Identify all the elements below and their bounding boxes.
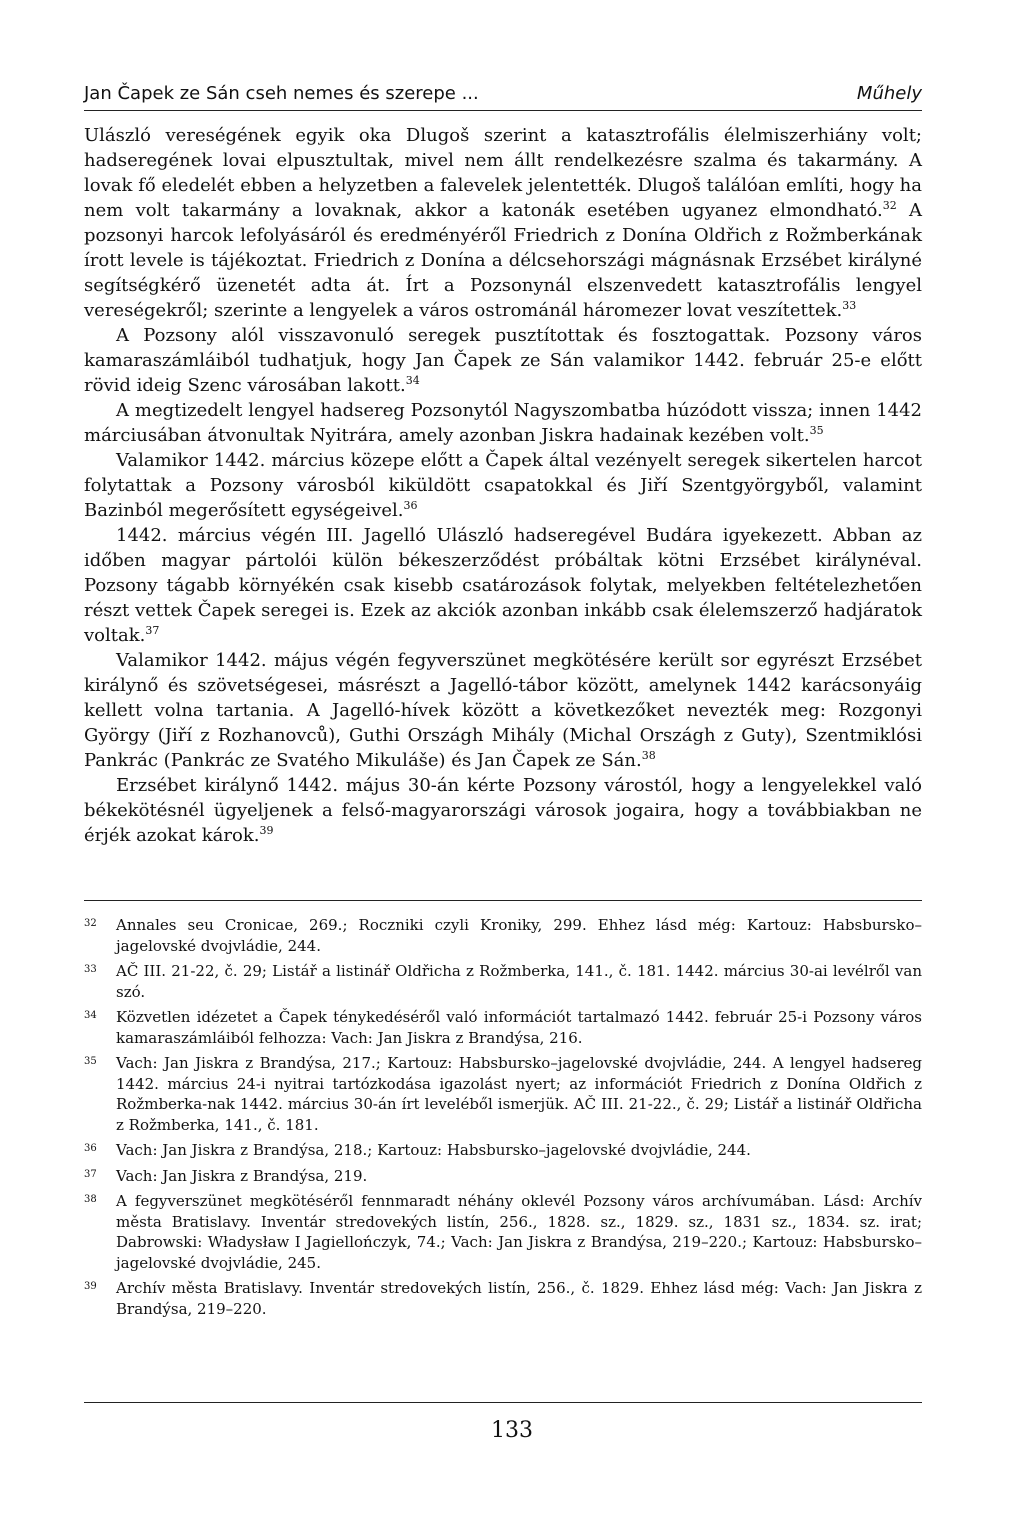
footnote-number: 32 bbox=[84, 918, 97, 929]
paragraph bbox=[84, 648, 922, 773]
paragraph-text: Erzsébet királynő 1442. május 30-án kérte Pozsony várostól, hogy a lengyelekkel való békekötésnél ügyeljenek a felső-magyarországi városok jogaira, hogy a továbbiakban ne érjék azokat károk. bbox=[84, 775, 922, 846]
footnote-number: 37 bbox=[84, 1168, 97, 1180]
footnote-ref: 34 bbox=[405, 374, 420, 387]
paragraph bbox=[84, 323, 922, 398]
footnote-text: Közvetlen idézetet a Čapek ténykedéséről való információt tartalmazó 1442. február 25-i Pozsony város kamaraszámláiból felhozza: Vach: Jan Jiskra z Brandýsa, 216. bbox=[116, 1008, 922, 1047]
running-title: Jan Čapek ze Sán cseh nemes és szerepe ... bbox=[84, 83, 479, 104]
footnote-ref: 37 bbox=[145, 624, 160, 637]
paragraph bbox=[84, 448, 922, 523]
paragraph-text: A megtizedelt lengyel hadsereg Pozsonytól Nagyszombatba húzódott vissza; innen 1442 márciusában átvonultak Nyitrára, amely azonban Jiskra hadainak kezében volt. bbox=[84, 400, 922, 446]
running-head bbox=[84, 82, 922, 111]
paragraph bbox=[84, 523, 922, 648]
footnote-ref: 39 bbox=[259, 824, 274, 837]
footnote-number: 38 bbox=[84, 1194, 97, 1205]
paragraph-text: A Pozsony alól visszavonuló seregek pusztítottak és fosztogattak. Pozsony város kamaraszámláiból tudhatjuk, hogy Jan Čapek ze Sán valamikor 1442. február 25-e előtt rövid ideig Szenc városában lakott. bbox=[84, 325, 922, 396]
page-number: 133 bbox=[491, 1418, 533, 1443]
footnote-number: 35 bbox=[84, 1056, 97, 1067]
footnotes bbox=[84, 915, 922, 1319]
footnote-number: 33 bbox=[84, 964, 97, 975]
footnote-text: Vach: Jan Jiskra z Brandýsa, 218.; Kartouz: Habsbursko–jagelovské dvojvládie, 244. bbox=[116, 1141, 751, 1159]
footnote-divider bbox=[84, 900, 922, 901]
footnote bbox=[84, 1053, 922, 1135]
body-text bbox=[84, 123, 922, 848]
footnote-text: Archív města Bratislavy. Inventár stredovekých listín, 256., č. 1829. Ehhez lásd még: Vach: Jan Jiskra z Brandýsa, 219–220. bbox=[116, 1279, 922, 1318]
footnote-ref: 36 bbox=[403, 499, 418, 512]
footnote-text: Vach: Jan Jiskra z Brandýsa, 217.; Kartouz: Habsbursko–jagelovské dvojvládie, 244. A lengyel hadsereg 1442. március 24-i nyitrai tartózkodása igazolást nyert; az információt Friedrich z Donína Oldřich z Rožmberka-nak 1442. március 30-án írt leveléből ismerjük. AČ III. 21-22., č. 29; Listář a listinář Oldřicha z Rožmberka, 141., č. 181. bbox=[116, 1054, 922, 1134]
footnote bbox=[84, 1140, 922, 1161]
footnote bbox=[84, 1191, 922, 1273]
footnote-ref: 35 bbox=[809, 424, 824, 437]
paragraph-text: A pozsonyi harcok lefolyásáról és eredményéről Friedrich z Donína Oldřich z Rožmberkának írott levele is tájékoztat. Friedrich z Donína a délcsehországi mágnásnak Erzsébet királyné segítségkérő üzenetét adta át. Írt a Pozsonynál elszenvedett katasztrofális lengyel vereségekről; szerinte a lengyelek a város ostrománál háromezer lovat veszítettek. bbox=[84, 200, 922, 321]
footnote-text: A fegyverszünet megkötéséről fennmaradt néhány oklevél Pozsony város archívumában. Lásd: Archív města Bratislavy. Inventár stredovekých listín, 256., 1828. sz., 1829. sz., 1831 sz., 1834. sz. irat; Dabrowski: Władysław I Jagiellończyk, 74.; Vach: Jan Jiskra z Brandýsa, 219–220.; Kartouz: Habsbursko–jagelovské dvojvládie, 245. bbox=[116, 1192, 922, 1272]
paragraph-text: Valamikor 1442. március közepe előtt a Čapek által vezényelt seregek sikertelen harcot folytattak a Pozsony városból kiküldött csapatokkal és Jiří Szentgyörgyből, valamint Bazinból megerősített egységeivel. bbox=[84, 450, 922, 521]
footnote bbox=[84, 915, 922, 956]
section-name: Műhely bbox=[856, 83, 922, 104]
paragraph bbox=[84, 123, 922, 323]
footnote-text: Annales seu Cronicae, 269.; Roczniki czyli Kroniky, 299. Ehhez lásd még: Kartouz: Habsbursko–jagelovské dvojvládie, 244. bbox=[116, 916, 922, 955]
paragraph bbox=[84, 773, 922, 848]
paragraph bbox=[84, 398, 922, 448]
footnote bbox=[84, 1278, 922, 1319]
footnote-ref: 32 bbox=[882, 199, 897, 212]
footnote-number: 39 bbox=[84, 1281, 97, 1292]
footnote bbox=[84, 961, 922, 1002]
footnote-text: Vach: Jan Jiskra z Brandýsa, 219. bbox=[116, 1166, 368, 1185]
bottom-rule bbox=[84, 1402, 922, 1403]
paragraph-text: Valamikor 1442. május végén fegyverszünet megkötésére került sor egyrészt Erzsébet királynő és szövetségesei, másrészt a Jagelló-tábor között, amelynek 1442 karácsonyáig kellett volna tartania. A Jagelló-hívek között a következőket nevezték meg: Rozgonyi György (Jiří z Rozhanovců), Guthi Országh Mihály (Michal Országh z Guty), Szentmiklósi Pankrác (Pankrác ze Svatého Mikuláše) és Jan Čapek ze Sán. bbox=[84, 650, 922, 771]
page bbox=[84, 82, 922, 1324]
footnote-ref: 33 bbox=[842, 299, 857, 312]
paragraph-text: Ulászló vereségének egyik oka Dlugoš szerint a katasztrofális élelmiszerhiány volt; hadseregének lovai elpusztultak, mivel nem állt rendelkezésre szalma és takarmány. A lovak fő eledelét ebben a helyzetben a falevelek jelentették. Dlugoš találóan említi, hogy ha nem volt takarmány a lovaknak, akkor a katonák esetében ugyanez elmondható. bbox=[84, 125, 922, 221]
paragraph-text: 1442. március végén III. Jagelló Ulászló hadseregével Budára igyekezett. Abban az időben magyar pártolói külön békeszerződést próbáltak kötni Erzsébet királynéval. Pozsony tágabb környékén csak kisebb csatározások folytak, melyekben feltételezhetően részt vettek Čapek seregei is. Ezek az akciók azonban inkább csak élelemszerző hadjáratok voltak. bbox=[84, 525, 922, 646]
footnote-number: 36 bbox=[84, 1143, 97, 1154]
footnote bbox=[84, 1007, 922, 1048]
footnote-text: AČ III. 21-22, č. 29; Listář a listinář Oldřicha z Rožmberka, 141., č. 181. 1442. március 30-ai levélről van szó. bbox=[116, 962, 922, 1001]
footnote-ref: 38 bbox=[641, 749, 656, 762]
footnote bbox=[84, 1166, 922, 1187]
footnote-number: 34 bbox=[84, 1010, 97, 1021]
